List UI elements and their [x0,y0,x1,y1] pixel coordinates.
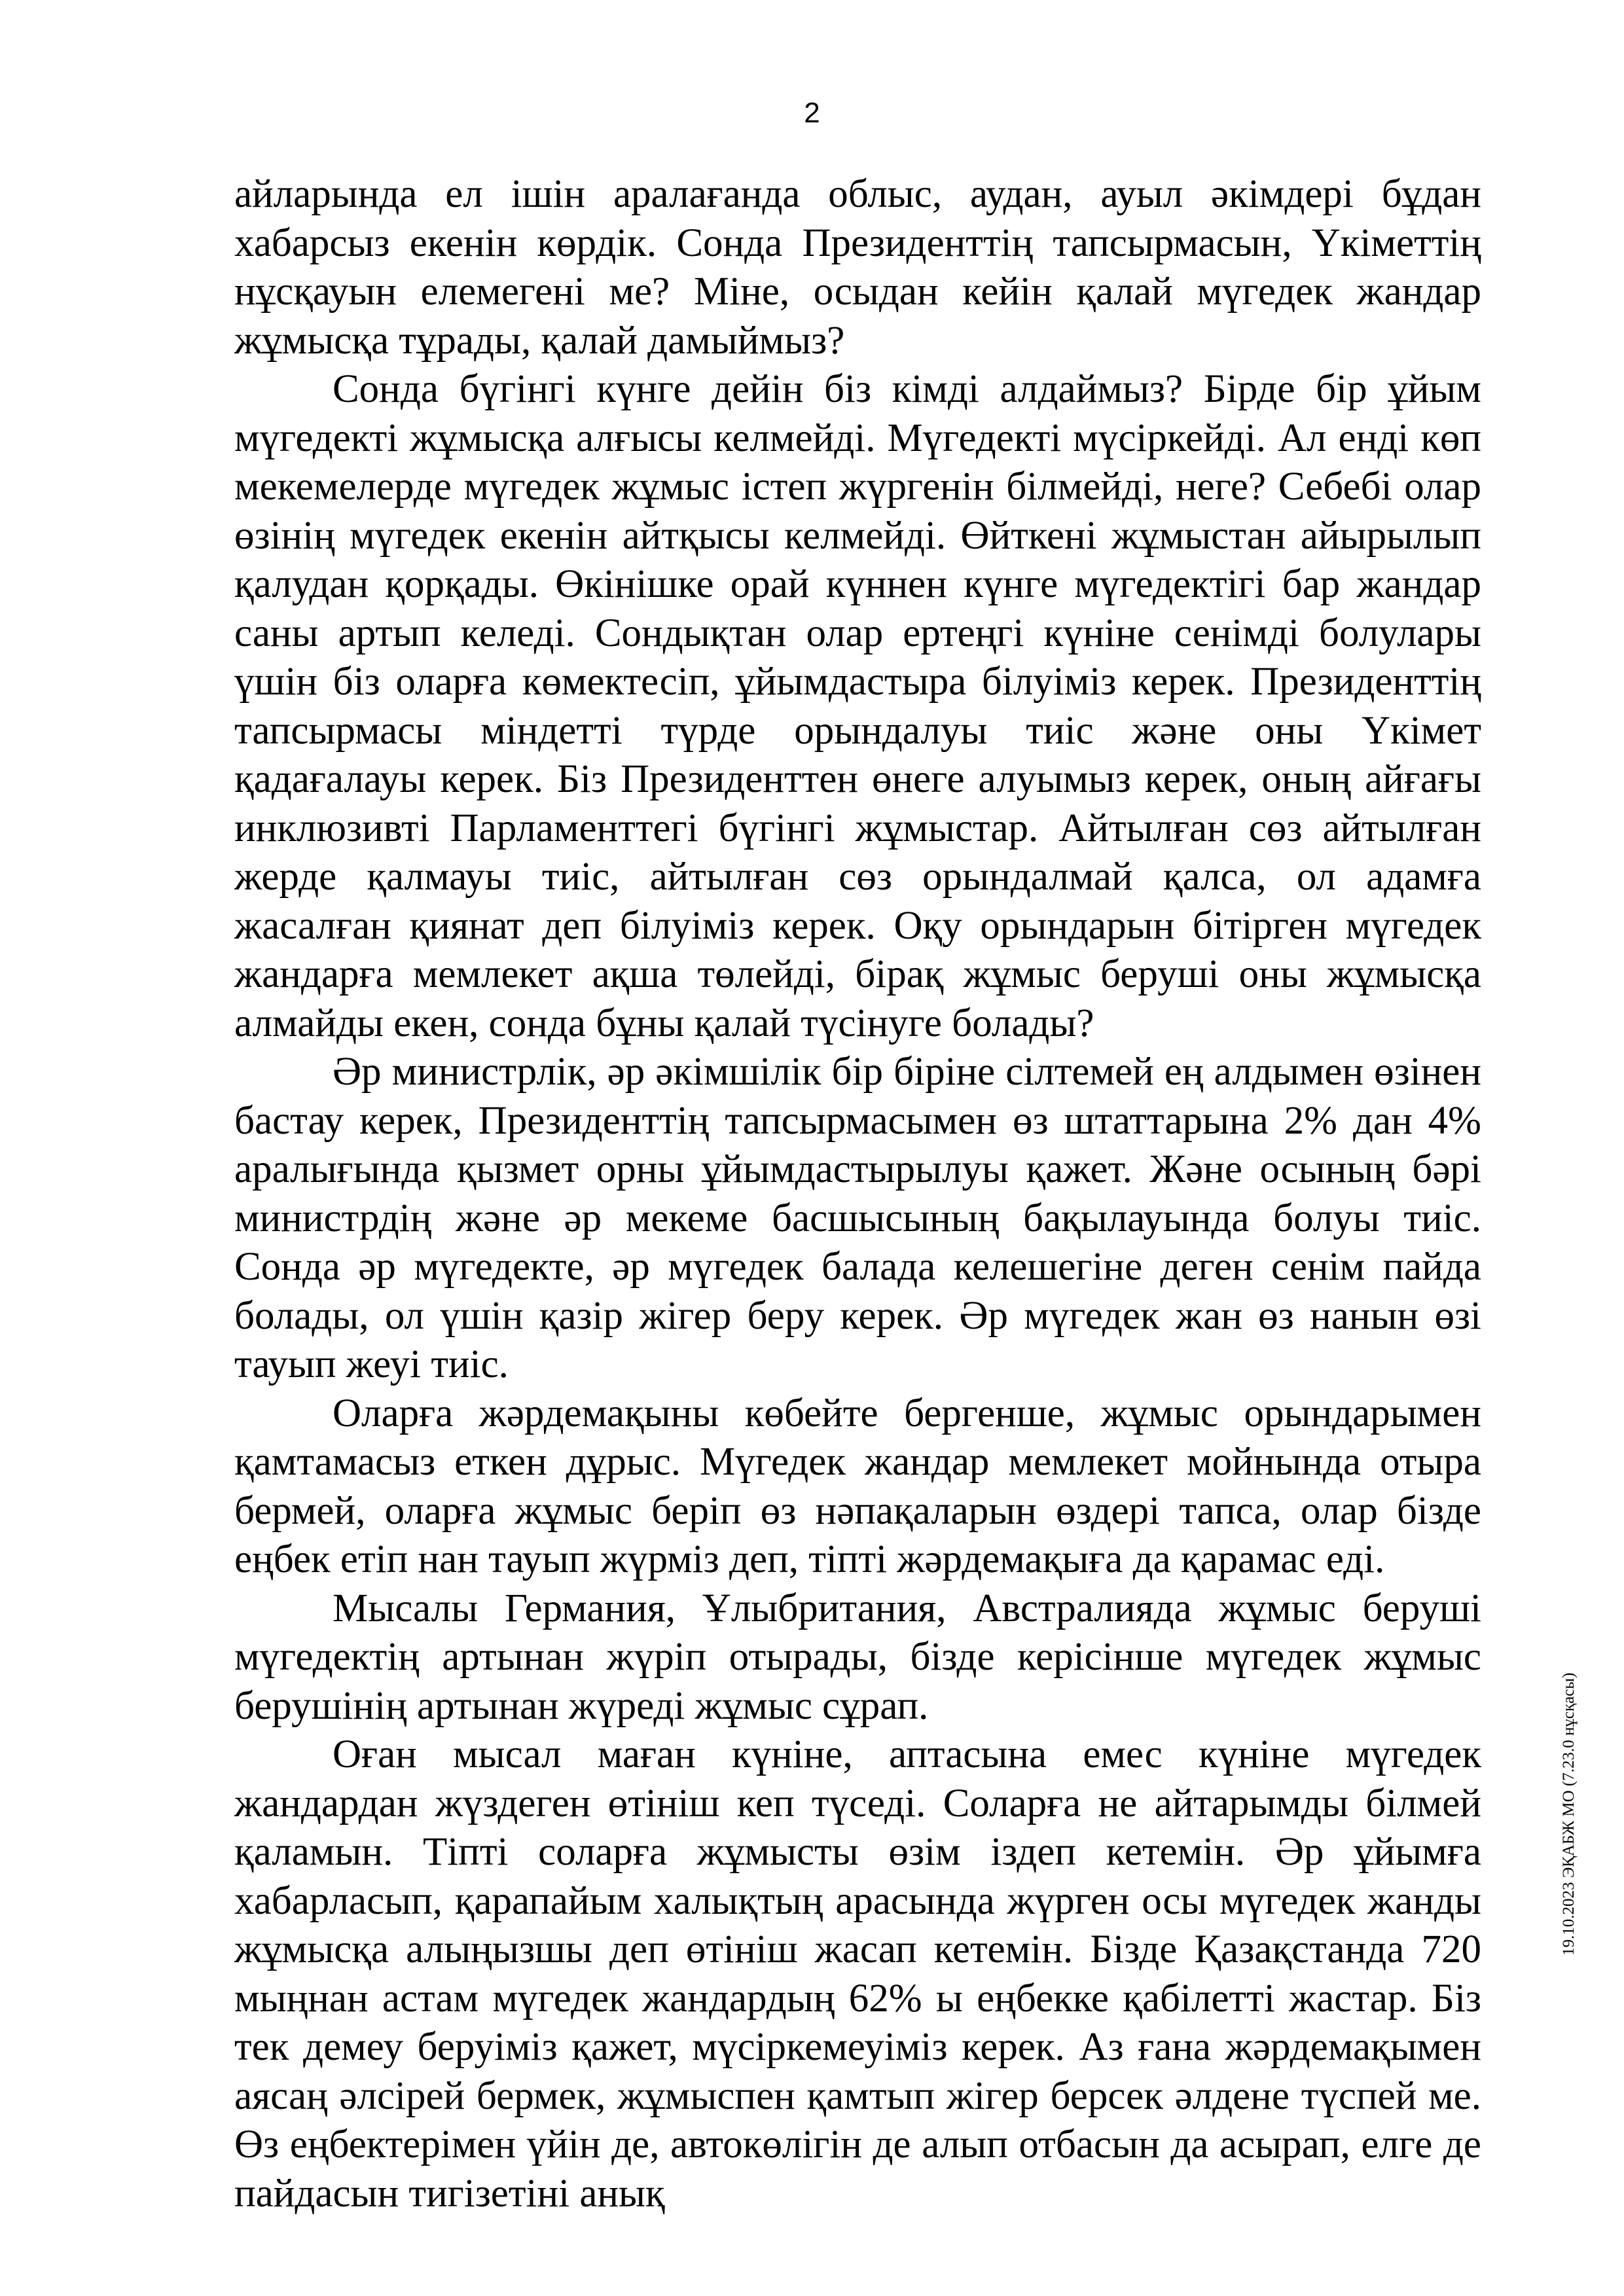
paragraph-continuation: айларында ел ішін аралағанда облыс, аудан, ауыл әкімдері бұдан хабарсыз екенін көрдік. Сонда Президенттің тапсырмасын, Үкіметтің нұсқауын елемегені ме? Міне, осыдан кейін қалай мүгедек жандар жұмысқа тұрады, қалай дамыймыз? [234,172,1481,363]
paragraph: Оларға жәрдемақыны көбейте бергенше, жұмыс орындарымен қамтамасыз еткен дұрыс. Мүгедек жандар мемлекет мойнында отыра бермей, оларға жұмыс беріп өз нәпақаларын өздері тапса, олар бізде еңбек етіп нан тауып жүрміз деп, тіпті жәрдемақыға да қарамас еді. [234,1391,1481,1581]
document-body [234,170,1481,2218]
registration-stamp: 19.10.2023 ЭҚАБЖ МО (7.23.0 нұсқасы) [1560,1672,1578,1956]
paragraph: Сонда бүгінгі күнге дейін біз кімді алдаймыз? Бірде бір ұйым мүгедекті жұмысқа алғысы келмейді. Мүгедекті мүсіркейді. Ал енді көп мекемелерде мүгедек жұмыс істеп жүргенін білмейді, неге? Себебі олар өзінің мүгедек екенін айтқысы келмейді. Өйткені жұмыстан айырылып қалудан қорқады. Өкінішке орай күннен күнге мүгедектігі бар жандар саны артып келеді. Сондықтан олар ертеңгі күніне сенімді болулары үшін біз оларға көмектесіп, ұйымдастыра білуіміз керек. Президенттің тапсырмасы міндетті түрде орындалуы тиіс және оны Үкімет қадағалауы керек. Біз Президенттен өнеге алуымыз керек, оның айғағы инклюзивті Парламенттегі бүгінгі жұмыстар. Айтылған сөз айтылған жерде қалмауы тиіс, айтылған сөз орындалмай қалса, ол адамға жасалған қиянат деп білуіміз керек. Оқу орындарын бітірген мүгедек жандарға мемлекет ақша төлейді, бірақ жұмыс беруші оны жұмысқа алмайды екен, сонда бұны қалай түсінуге болады? [234,367,1481,1045]
paragraph: Оған мысал маған күніне, аптасына емес күніне мүгедек жандардан жүздеген өтініш кеп түседі. Соларға не айтарымды білмей қаламын. Тіпті соларға жұмысты өзім іздеп кетемін. Әр ұйымға хабарласып, қарапайым халықтың арасында жүрген осы мүгедек жанды жұмысқа алыңызшы деп өтініш жасап кетемін. Бізде Қазақстанда 720 мыңнан астам мүгедек жандардың 62% ы еңбекке қабілетті жастар. Біз тек демеу беруіміз қажет, мүсіркемеуіміз керек. Аз ғана жәрдемақымен аясаң әлсірей бермек, жұмыспен қамтып жігер берсек әлдене түспей ме. Өз еңбектерімен үйін де, автокөлігін де алып отбасын да асырап, елге де пайдасын тигізетіні анық [234,1732,1481,2215]
paragraph: Мысалы Германия, Ұлыбритания, Австралияда жұмыс беруші мүгедектің артынан жүріп отырады, бізде керісінше мүгедек жұмыс берушінің артынан жүреді жұмыс сұрап. [234,1586,1481,1728]
paragraph: Әр министрлік, әр әкімшілік бір біріне сілтемей ең алдымен өзінен бастау керек, Президенттің тапсырмасымен өз штаттарына 2% дан 4% аралығында қызмет орны ұйымдастырылуы қажет. Және осының бәрі министрдің және әр мекеме басшысының бақылауында болуы тиіс. Сонда әр мүгедекте, әр мүгедек балада келешегіне деген сенім пайда болады, ол үшін қазір жігер беру керек. Әр мүгедек жан өз нанын өзі тауып жеуі тиіс. [234,1050,1481,1386]
page-number: 2 [804,97,820,129]
